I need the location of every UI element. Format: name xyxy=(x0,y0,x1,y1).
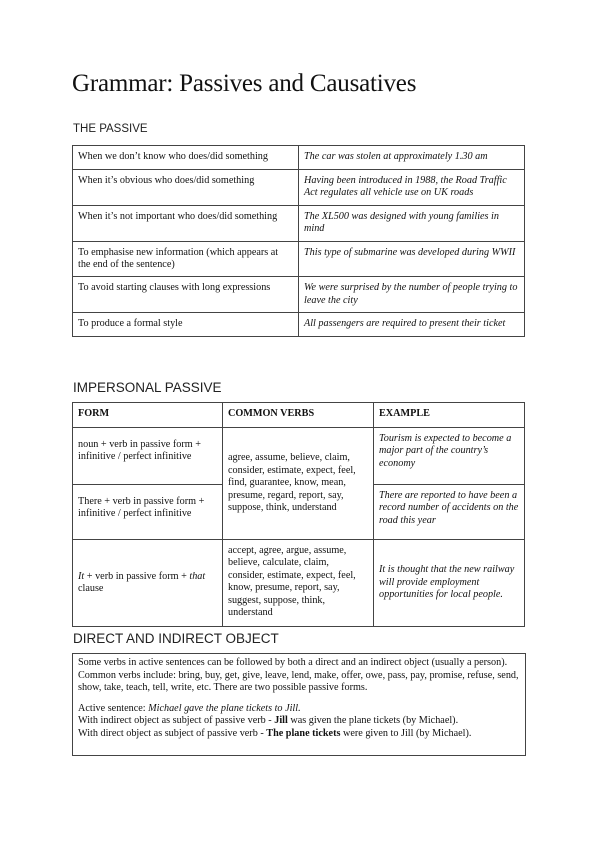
section-heading-direct-indirect-object: DIRECT AND INDIRECT OBJECT xyxy=(73,631,279,646)
example-cell: All passengers are required to present their ticket xyxy=(299,313,525,337)
use-cell: When it’s obvious who does/did something xyxy=(73,170,299,206)
active-sentence-line: Active sentence: Michael gave the plane tickets to Jill. xyxy=(78,702,301,714)
example-cell: It is thought that the new railway will provide employment opportunities for local people. xyxy=(374,540,525,627)
direct-indirect-object-box xyxy=(72,653,526,756)
table-row xyxy=(73,241,525,277)
header-example: EXAMPLE xyxy=(374,403,525,428)
direct-object-line: With direct object as subject of passive verb - The plane tickets were given to Jill (by Michael). xyxy=(78,727,472,739)
intro-paragraph: Some verbs in active sentences can be followed by both a direct and an indirect object (usually a person). Common verbs include: bring, buy, get, give, leave, lend, make, offer, owe, pass, pay, promise, refuse, send, show, take, teach, tell, write, etc. There are two possible passive forms. xyxy=(78,657,519,694)
use-cell: When we don’t know who does/did something xyxy=(73,146,299,170)
table-row xyxy=(73,540,525,627)
use-cell: To emphasise new information (which appears at the end of the sentence) xyxy=(73,241,299,277)
example-cell: The XL500 was designed with young families in mind xyxy=(299,205,525,241)
example-cell: We were surprised by the number of people trying to leave the city xyxy=(299,277,525,313)
form-cell: noun + verb in passive form + infinitive / perfect infinitive xyxy=(73,428,223,485)
example-cell: There are reported to have been a record number of accidents on the road this year xyxy=(374,485,525,540)
verbs-cell: agree, assume, believe, claim, consider, estimate, expect, feel, find, guarantee, know, mean, presume, regard, report, say, suppose, think, understand xyxy=(223,428,374,540)
verbs-cell: accept, agree, argue, assume, believe, calculate, claim, consider, estimate, expect, feel, know, presume, report, say, suggest, suppose, think, understand xyxy=(223,540,374,627)
form-cell: It + verb in passive form + that clause xyxy=(73,540,223,627)
use-cell: When it’s not important who does/did something xyxy=(73,205,299,241)
example-cell: This type of submarine was developed during WWII xyxy=(299,241,525,277)
example-cell: The car was stolen at approximately 1.30 am xyxy=(299,146,525,170)
form-cell: There + verb in passive form + infinitive / perfect infinitive xyxy=(73,485,223,540)
table-row xyxy=(73,428,525,485)
example-cell: Having been introduced in 1988, the Road Traffic Act regulates all vehicle use on UK roads xyxy=(299,170,525,206)
table-row xyxy=(73,205,525,241)
section-heading-impersonal-passive: IMPERSONAL PASSIVE xyxy=(73,380,222,395)
table-row xyxy=(73,313,525,337)
use-cell: To produce a formal style xyxy=(73,313,299,337)
indirect-object-line: With indirect object as subject of passive verb - Jill was given the plane tickets (by Michael). xyxy=(78,715,459,727)
passive-table xyxy=(72,145,525,337)
table-row xyxy=(73,277,525,313)
table-header-row xyxy=(73,403,525,428)
use-cell: To avoid starting clauses with long expressions xyxy=(73,277,299,313)
section-heading-passive: THE PASSIVE xyxy=(73,123,148,135)
page-title: Grammar: Passives and Causatives xyxy=(72,70,417,97)
example-cell: Tourism is expected to become a major part of the country’s economy xyxy=(374,428,525,485)
impersonal-passive-table xyxy=(72,402,525,627)
table-row xyxy=(73,170,525,206)
table-row xyxy=(73,146,525,170)
header-form: FORM xyxy=(73,403,223,428)
header-common-verbs: COMMON VERBS xyxy=(223,403,374,428)
